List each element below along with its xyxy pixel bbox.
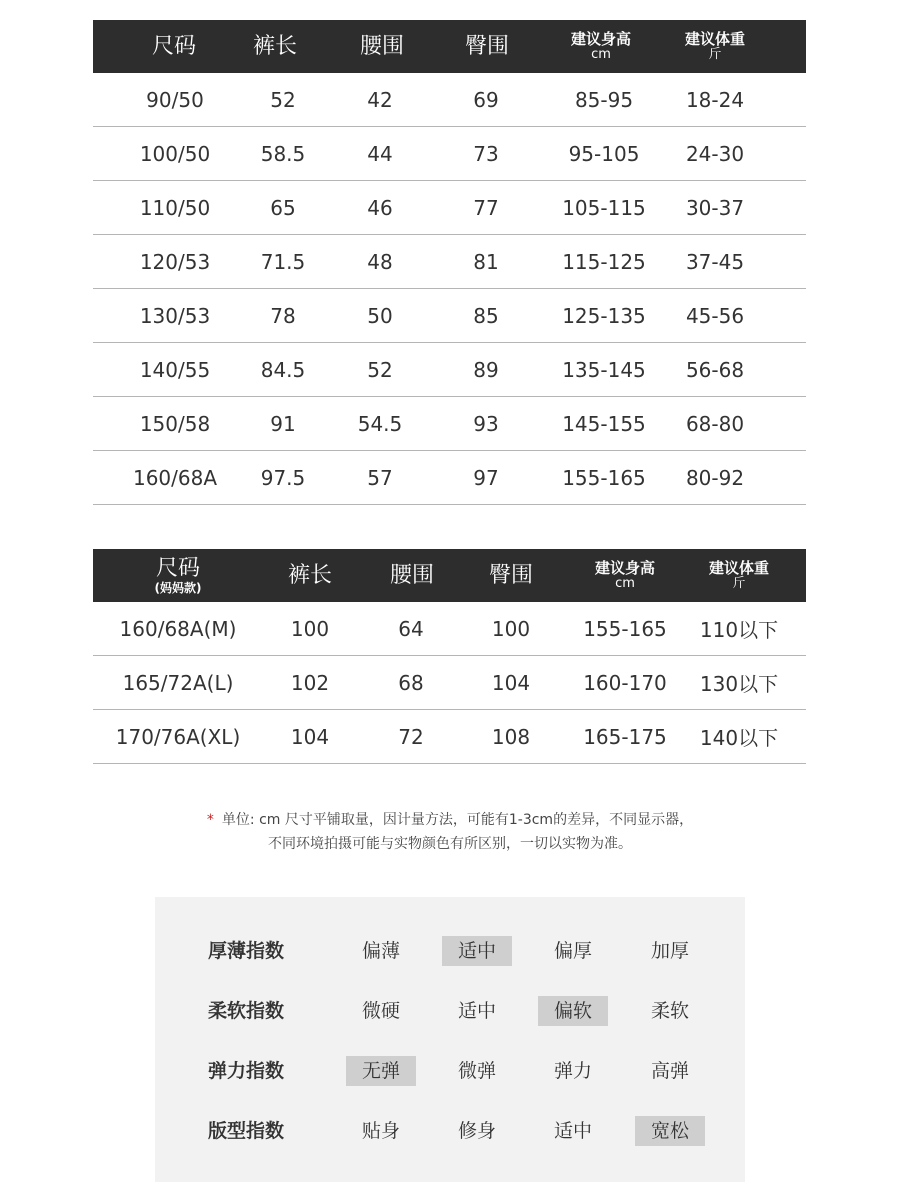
note-text-2: 不同环境拍摄可能与实物颜色有所区别，一切以实物为准。 [268,836,632,852]
index-option: 偏薄 [361,940,400,962]
cell-size: 150/58 [139,411,211,436]
cell-waist: 46 [367,195,393,220]
cell-weight: 24-30 [685,141,745,166]
table-body [93,602,806,764]
table-header [93,20,806,73]
cell-size: 140/55 [139,357,211,382]
index-option: 微硬 [361,1000,400,1022]
index-label: 柔软指数 [208,1000,285,1022]
index-option: 加厚 [650,940,689,962]
cell-weight: 56-68 [685,357,745,382]
cell-length: 104 [290,724,330,749]
cell-length: 65 [270,195,296,220]
header-weight-unit: 斤 [732,576,746,591]
cell-length: 58.5 [260,141,306,166]
index-option: 修身 [457,1120,496,1142]
cell-length: 84.5 [260,357,306,382]
cell-weight: 45-56 [685,303,745,328]
index-row [155,1053,745,1089]
header-length-label: 裤长 [252,33,298,59]
header-size-sublabel: (妈妈款) [154,580,202,595]
index-row [155,993,745,1029]
cell-height: 85-95 [574,87,634,112]
index-option: 贴身 [361,1120,400,1142]
cell-size: 165/72A(L) [122,670,234,695]
cell-waist: 52 [367,357,393,382]
cell-size: 110/50 [139,195,211,220]
header-height-label: 建议身高 [594,559,656,577]
header-size [152,20,196,73]
header-hip-label: 臀围 [488,562,534,588]
cell-hip: 108 [491,724,531,749]
cell-height: 125-135 [562,303,646,328]
cell-length: 91 [270,411,296,436]
table-row [93,181,806,235]
header-weight [685,20,745,73]
cell-length: 100 [290,616,330,641]
table-body [93,73,806,505]
cell-hip: 104 [491,670,531,695]
cell-length: 102 [290,670,330,695]
table-row [93,73,806,127]
cell-hip: 93 [473,411,499,436]
cell-hip: 85 [473,303,499,328]
table-row [93,289,806,343]
index-option: 适中 [553,1120,592,1142]
index-option-selected: 宽松 [635,1116,705,1146]
header-hip [465,20,509,73]
index-label: 弹力指数 [208,1060,285,1082]
cell-weight: 140以下 [699,726,779,750]
header-size-label: 尺码 [151,33,197,59]
header-height-unit: cm [615,576,635,591]
cell-weight: 68-80 [685,411,745,436]
header-weight-label: 建议体重 [684,30,746,48]
cell-size: 160/68A(M) [119,616,237,641]
index-row [155,933,745,969]
table-row [93,127,806,181]
cell-hip: 73 [473,141,499,166]
cell-height: 155-165 [583,616,667,641]
cell-weight: 130以下 [699,672,779,696]
note-line-2 [0,832,900,856]
header-weight [709,549,769,602]
cell-length: 52 [270,87,296,112]
cell-weight: 18-24 [685,87,745,112]
table-row [93,710,806,764]
header-size [155,549,202,602]
table-row [93,656,806,710]
index-option-selected: 偏软 [538,996,608,1026]
cell-waist: 48 [367,249,393,274]
index-option-selected: 无弹 [346,1056,416,1086]
cell-size: 90/50 [146,87,204,112]
cell-weight: 37-45 [685,249,745,274]
cell-waist: 64 [398,616,424,641]
header-hip [489,549,533,602]
cell-length: 71.5 [260,249,306,274]
fabric-index-panel [155,897,745,1182]
measurement-note [0,808,900,856]
header-length-label: 裤长 [287,562,333,588]
cell-waist: 50 [367,303,393,328]
index-row [155,1113,745,1149]
index-label: 版型指数 [208,1120,285,1142]
cell-height: 165-175 [583,724,667,749]
cell-size: 100/50 [139,141,211,166]
table-row [93,343,806,397]
table-row [93,397,806,451]
cell-size: 170/76A(XL) [115,724,241,749]
cell-height: 115-125 [562,249,646,274]
index-option-selected: 适中 [442,936,512,966]
index-option: 高弹 [650,1060,689,1082]
cell-weight: 110以下 [699,618,779,642]
cell-hip: 69 [473,87,499,112]
cell-waist: 57 [367,465,393,490]
cell-weight: 30-37 [685,195,745,220]
size-table-kids [93,20,806,505]
index-option: 适中 [457,1000,496,1022]
index-option: 弹力 [553,1060,592,1082]
cell-waist: 72 [398,724,424,749]
cell-size: 120/53 [139,249,211,274]
cell-hip: 81 [473,249,499,274]
header-waist [360,20,404,73]
cell-size: 160/68A [132,465,218,490]
index-option: 微弹 [457,1060,496,1082]
table-row [93,602,806,656]
note-star: * [206,812,214,828]
cell-hip: 100 [491,616,531,641]
note-line-1 [0,808,900,832]
index-option: 偏厚 [553,940,592,962]
cell-height: 135-145 [562,357,646,382]
header-waist [390,549,434,602]
cell-hip: 89 [473,357,499,382]
index-option: 柔软 [650,1000,689,1022]
header-waist-label: 腰围 [359,33,405,59]
table-row [93,235,806,289]
cell-waist: 68 [398,670,424,695]
table-row [93,451,806,505]
table-header [93,549,806,602]
cell-waist: 44 [367,141,393,166]
header-weight-unit: 斤 [708,47,722,62]
cell-waist: 42 [367,87,393,112]
cell-weight: 80-92 [685,465,745,490]
note-text-1: 单位: cm 尺寸平铺取量，因计量方法，可能有1-3cm的差异，不同显示器， [221,812,694,828]
cell-size: 130/53 [139,303,211,328]
header-height-label: 建议身高 [570,30,632,48]
cell-hip: 97 [473,465,499,490]
cell-waist: 54.5 [357,411,403,436]
header-length [288,549,332,602]
cell-height: 105-115 [562,195,646,220]
cell-hip: 77 [473,195,499,220]
header-hip-label: 臀围 [464,33,510,59]
header-height [571,20,631,73]
header-length [253,20,297,73]
cell-height: 160-170 [583,670,667,695]
size-table-mom [93,549,806,764]
cell-length: 97.5 [260,465,306,490]
header-size-label: 尺码 [155,555,201,581]
header-weight-label: 建议体重 [708,559,770,577]
header-waist-label: 腰围 [389,562,435,588]
cell-height: 95-105 [568,141,640,166]
index-label: 厚薄指数 [208,940,285,962]
header-height [595,549,655,602]
cell-height: 145-155 [562,411,646,436]
header-height-unit: cm [591,47,611,62]
cell-height: 155-165 [562,465,646,490]
cell-length: 78 [270,303,296,328]
